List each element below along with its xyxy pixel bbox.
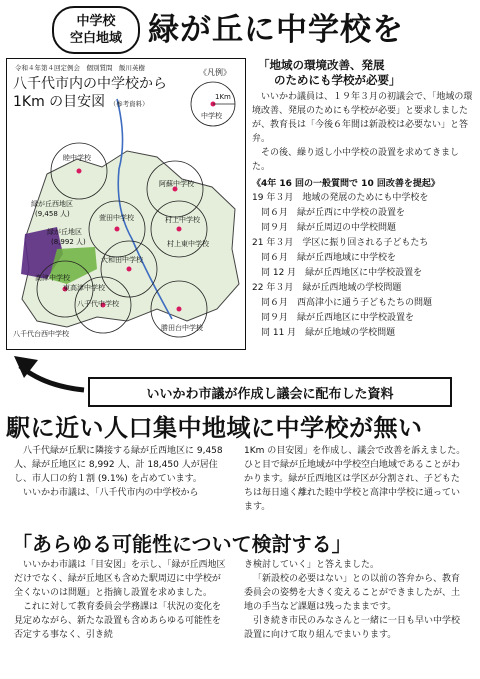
- right-heading-line2: のためにも学校が必要」: [274, 73, 401, 87]
- record-8: 同６月 西高津小に通う子どもたちの問題: [252, 298, 433, 308]
- section2-left-text2: これに対して教育委員会学務課は「状況の変化を見定めながら、新たな設置も含めあらゆる可能性を否定する事なく、引き続: [14, 602, 222, 640]
- label-kayata: 萱田中学校: [99, 214, 134, 222]
- label-takatsu: 高津中学校: [35, 274, 70, 282]
- record-2: 同６月 緑が丘西に中学校の設置を: [252, 208, 406, 218]
- label-midorigaoka-pop: (8,992 人): [51, 238, 86, 246]
- school-dot-kayata: [115, 227, 120, 232]
- badge-line2: 空白地域: [69, 31, 122, 46]
- label-yachiyo: 八千代中学校: [77, 300, 119, 308]
- right-para2: その後、繰り返し小中学校の設置を求めてきました。: [252, 148, 460, 172]
- map-title-line2: 1Km の目安図: [13, 94, 106, 110]
- record-1: 19 年３月 地域の発展のためにも中学校を: [252, 193, 429, 203]
- resource-banner: いいかわ市議が作成し議会に配布した資料: [88, 377, 452, 407]
- label-higashi-takatsu: 東高津中学校: [63, 284, 105, 292]
- label-murakami-east: 村上東中学校: [167, 240, 209, 248]
- section2-headline: 「あらゆる可能性について検討する」: [12, 532, 352, 556]
- section1-left-text: 八千代緑が丘駅に隣接する緑が丘西地区に 9,458 人、緑が丘地区に 8,992 人、計 18,450 人が居住し、市人口の約１割 (9.1%) を占めています。: [14, 446, 223, 484]
- right-para1: いいかわ議員は、１９年３月の初議会で、「地域の環境改善、発展のためにも学校が必要」と要求しましたが、教育長は「今後６年間は新設校は必要ない」と答弁。: [252, 92, 473, 144]
- section2-left: [14, 558, 228, 642]
- map-note: 令和４年第４回定例会 個別質問 飯川英樹: [15, 64, 145, 72]
- section2-right-text: き検討していく」と答えました。: [244, 560, 380, 570]
- label-owada: 大和田中学校: [101, 256, 143, 264]
- record-7: 22 年３月 緑が丘西地域の学校問題: [252, 283, 402, 293]
- school-dot-owada: [127, 267, 132, 272]
- badge-line1: 中学校: [76, 14, 116, 29]
- section1-left-text2: いいかわ市議は、「八千代市内の中学校から: [23, 488, 199, 498]
- label-katsutadai: 勝田台中学校: [161, 324, 203, 332]
- record-5: 同６月 緑が丘西地域に中学校を: [252, 253, 397, 263]
- label-aso: 阿蘇中学校: [159, 180, 194, 188]
- label-murakami: 村上中学校: [165, 216, 200, 224]
- section1-right: 1Km の目安図」を作成し、議会で改善を訴えました。ひと目で緑が丘地域が中学校空白地域であることがわかります。緑が丘西地区は学区が分割され、子どもたちは毎日遠く離れた睦中学校と高津中学校に通っています。: [244, 446, 466, 512]
- record-heading: 《4年 16 回の一般質問で 10 回改善を提起》: [252, 179, 440, 189]
- section1-left: [14, 444, 228, 500]
- right-column: [252, 58, 474, 341]
- label-midorigaoka-west-pop: (9,458 人): [35, 210, 70, 218]
- legend-school: 中学校: [201, 112, 222, 120]
- map-title: [13, 75, 167, 113]
- right-heading-line1: 「地域の環境改善、発展: [258, 58, 385, 72]
- section2-left-text: いいかわ市議は「目安図」を示し、「緑が丘西地区だけでなく、緑が丘地区も含めた駅周辺に中学校が全くないのは問題」と指摘し設置を求めました。: [14, 560, 226, 598]
- record-4: 21 年３月 学区に振り回される子どもたち: [252, 238, 429, 248]
- label-midorigaoka: 緑が丘地区: [47, 228, 82, 236]
- record-10: 同 11 月 緑が丘地域の学校問題: [252, 328, 396, 338]
- school-distance-map: [6, 58, 246, 350]
- header-badge: [52, 6, 140, 54]
- legend-km: 1Km: [215, 93, 231, 101]
- section2-right: [244, 558, 466, 642]
- map-title-sub: （参考資料）: [109, 100, 149, 108]
- record-6: 同 12 月 緑が丘西地区に中学校設置を: [252, 268, 423, 278]
- label-midorigaoka-west: 緑が丘西地区: [31, 200, 73, 208]
- map-legend-label: 《凡例》: [199, 68, 231, 77]
- label-mutsumi: 睦中学校: [63, 154, 91, 162]
- school-dot-murakami: [177, 227, 182, 232]
- school-dot-mutsumi: [77, 169, 82, 174]
- section1-headline: 駅に近い人口集中地域に中学校が無い: [6, 414, 423, 442]
- arrow-up-icon: [14, 352, 86, 398]
- section2-right-text3: 引き続き市民のみなさんと一緒に一日も早い中学校設置に向けて取り組んでまいります。: [244, 616, 461, 640]
- section2-right-text2: 「新設校の必要はない」との以前の答弁から、教育委員会の姿勢を大きく変えることができましたが、土地の手当など課題は残ったままです。: [244, 574, 461, 612]
- page-title: 緑が丘に中学校を: [148, 12, 404, 48]
- record-3: 同９月 緑が丘周辺の中学校問題: [252, 223, 397, 233]
- record-9: 同９月 緑が丘西地区に中学校設置を: [252, 313, 415, 323]
- map-title-line1: 八千代市内の中学校から: [13, 76, 167, 92]
- school-dot-katsutadai: [177, 307, 182, 312]
- label-yachiyodai-west: 八千代台西中学校: [13, 330, 69, 338]
